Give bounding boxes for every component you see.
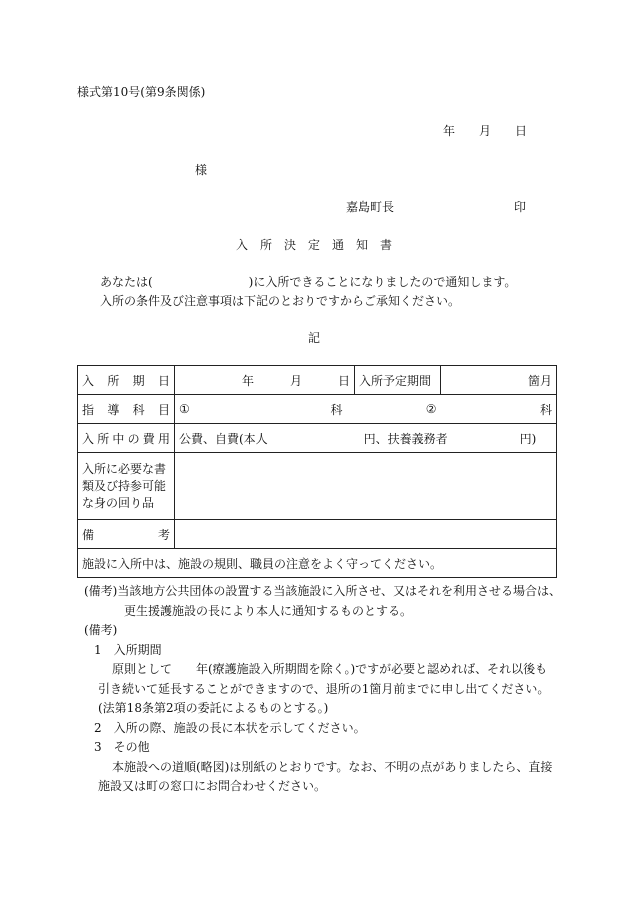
date-line: 年 月 日 (443, 124, 528, 138)
guidance-1-marker: ① (175, 395, 260, 424)
remarks-value[interactable] (175, 520, 557, 549)
guidance-1-unit[interactable]: 科 (260, 395, 347, 424)
issuer-name: 嘉島町長 (346, 200, 395, 214)
items-value[interactable] (175, 453, 557, 520)
note-item-3-line-1: 本施設への道順(略図)は別紙のとおりです。なお、不明の点がありましたら、直接 (112, 759, 553, 774)
intro-line-2: 入所の条件及び注意事項は下記のとおりですからご承知ください。 (100, 294, 461, 308)
remarks-label: 備 考 (78, 520, 175, 549)
seal-mark: 印 (514, 200, 527, 214)
guidance-2-marker: ② (347, 395, 441, 424)
planned-period-label: 入所予定期間 (355, 366, 441, 395)
table-row (78, 366, 557, 395)
table-row (78, 453, 557, 520)
table-row (78, 395, 557, 424)
admission-date-label: 入 所 期 日 (78, 366, 175, 395)
table-row (78, 520, 557, 549)
notes-section (84, 582, 562, 797)
cost-label: 入所中の費用 (78, 424, 175, 453)
admission-date-value[interactable]: 年 月 日 (175, 366, 355, 395)
addressee-suffix: 様 (195, 163, 208, 177)
guidance-2-unit[interactable]: 科 (441, 395, 557, 424)
note-item-1-title: 1 入所期間 (94, 642, 162, 657)
items-label: 入所に必要な書類及び持参可能な身の回り品 (78, 453, 175, 520)
bikou-a-line-2: 更生援護施設の長により本人に通知するものとする。 (124, 603, 413, 618)
bikou-b-heading: (備考) (84, 623, 118, 637)
note-item-1-line-1: 原則として 年(療護施設入所期間を除く。)ですが必要と認めれば、それ以後も (112, 662, 548, 676)
ki-heading: 記 (308, 331, 321, 345)
note-item-2: 2 入所の際、施設の長に本状を示してください。 (94, 720, 366, 735)
admission-conditions-table (77, 365, 557, 578)
cost-value[interactable]: 公費、自費(本人 円、扶養義務者 円) (175, 424, 557, 453)
note-item-1-line-2: 引き続いて延長することができますので、退所の1箇月前までに申し出てください。 (98, 681, 550, 696)
planned-period-value[interactable]: 箇月 (441, 366, 557, 395)
note-item-3-line-2: 施設又は町の窓口にお問合わせください。 (98, 779, 327, 793)
rules-line: 施設に入所中は、施設の規則、職員の注意をよく守ってください。 (78, 549, 557, 578)
intro-line-1: あなたは( )に入所できることになりましたので通知します。 (100, 275, 517, 289)
note-item-1-line-3: (法第18条第2項の委託によるものとする。) (98, 701, 329, 715)
document-title: 入 所 決 定 通 知 書 (236, 238, 393, 252)
bikou-a-line-1: (備考)当該地方公共団体の設置する当該施設に入所させ、又はそれを利用させる場合は、 (84, 584, 562, 598)
table-row (78, 549, 557, 578)
guidance-label: 指 導 科 目 (78, 395, 175, 424)
note-item-3-title: 3 その他 (94, 740, 150, 754)
form-number: 様式第10号(第9条関係) (77, 85, 206, 99)
table-row (78, 424, 557, 453)
